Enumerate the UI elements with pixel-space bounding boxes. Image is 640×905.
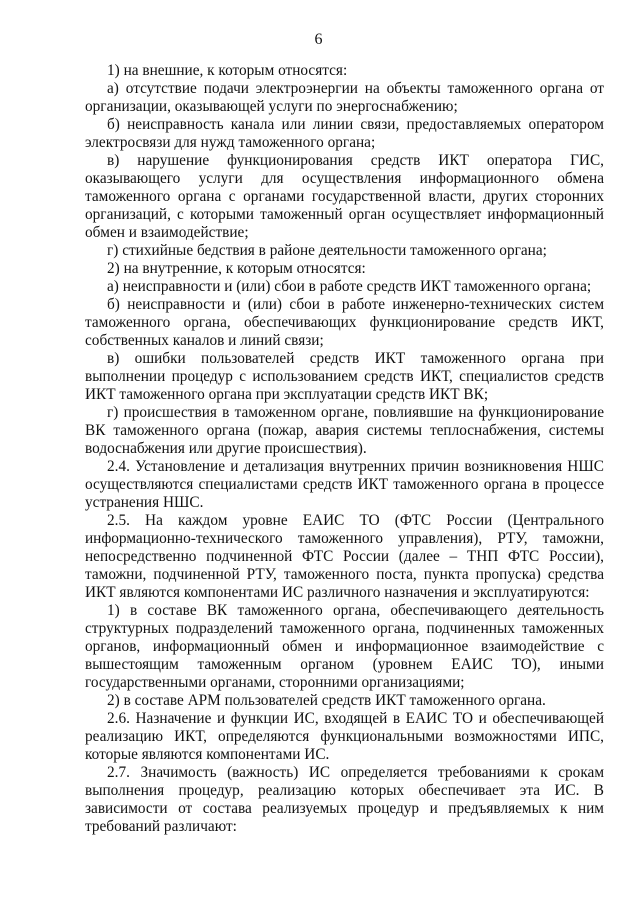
- paragraph-2-5: 2.5. На каждом уровне ЕАИС ТО (ФТС России (Центрального информационно-технического таможенного управления), РТУ, таможни, непосредственно подчиненной ФТС России (далее – ТНП ФТС России), таможни, подчиненной РТУ, таможенного поста, пункта пропуска) средства ИКТ являются компонентами ИС различного назначения и эксплуатируются:: [85, 512, 604, 601]
- paragraph-2-5-item-2: 2) в составе АРМ пользователей средств ИКТ таможенного органа.: [107, 692, 546, 709]
- paragraph-2-7: 2.7. Значимость (важность) ИС определяется требованиями к срокам выполнения процедур, реализацию которых обеспечивает эта ИС. В зависимости от состава реализуемых процедур и предъявляемых к ним требований различают:: [85, 764, 604, 835]
- paragraph-2-5-item-1: 1) в составе ВК таможенного органа, обеспечивающего деятельность структурных подразделений таможенного органа, подчиненных таможенных органов, информационный обмен и информационное взаимодействие с вышестоящим таможенным органом (уровнем ЕАИС ТО), иными государственными органами, сторонними организациями;: [85, 602, 604, 691]
- page-number: 6: [314, 31, 323, 48]
- paragraph-external-a: а) отсутствие подачи электроэнергии на объекты таможенного органа от организации, оказывающей услуги по энергоснабжению;: [85, 80, 604, 115]
- paragraph-internal-causes-heading: 2) на внутренние, к которым относятся:: [107, 260, 366, 277]
- paragraph-2-6: 2.6. Назначение и функции ИС, входящей в ЕАИС ТО и обеспечивающей реализацию ИКТ, определяются функциональными возможностями ИПС, которые являются компонентами ИС.: [85, 710, 604, 763]
- document-body: [85, 62, 604, 836]
- paragraph-external-d: г) стихийные бедствия в районе деятельности таможенного органа;: [107, 242, 547, 259]
- paragraph-external-c: в) нарушение функционирования средств ИКТ оператора ГИС, оказывающего услуги для осуществления информационного обмена таможенного органа с органами государственной власти, других сторонних организаций, с которыми таможенный орган осуществляет информационный обмен и взаимодействие;: [85, 152, 604, 241]
- paragraph-internal-b: б) неисправности и (или) сбои в работе инженерно-технических систем таможенного органа, обеспечивающих функционирование средств ИКТ, собственных каналов и линий связи;: [85, 296, 604, 349]
- paragraph-external-causes-heading: 1) на внешние, к которым относятся:: [107, 62, 348, 79]
- paragraph-internal-a: а) неисправности и (или) сбои в работе средств ИКТ таможенного органа;: [107, 278, 592, 295]
- paragraph-2-4: 2.4. Установление и детализация внутренних причин возникновения НШС осуществляются специалистами средств ИКТ таможенного органа в процессе устранения НШС.: [85, 458, 604, 511]
- paragraph-internal-d: г) происшествия в таможенном органе, повлиявшие на функционирование ВК таможенного органа (пожар, авария системы теплоснабжения, системы водоснабжения или другие происшествия).: [85, 404, 604, 457]
- paragraph-external-b: б) неисправность канала или линии связи, предоставляемых оператором электросвязи для нужд таможенного органа;: [85, 116, 604, 151]
- paragraph-internal-c: в) ошибки пользователей средств ИКТ таможенного органа при выполнении процедур с использованием средств ИКТ, специалистов средств ИКТ таможенного органа при эксплуатации средств ИКТ ВК;: [85, 350, 604, 403]
